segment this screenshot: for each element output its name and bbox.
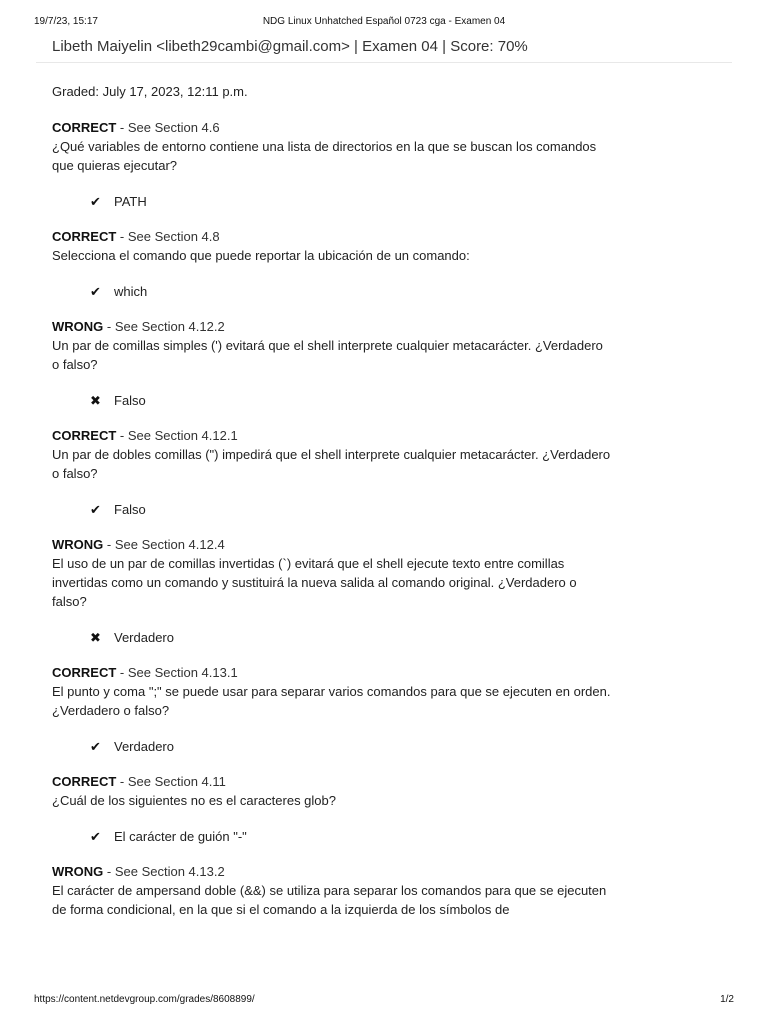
selected-answer — [90, 500, 612, 519]
check-icon: ✔ — [90, 829, 101, 844]
cross-icon: ✖ — [90, 393, 101, 408]
question-result — [52, 862, 612, 881]
exam-title-bar — [36, 36, 732, 63]
selected-answer — [90, 391, 612, 410]
selected-answer — [90, 737, 612, 756]
section-reference: - See Section 4.12.4 — [103, 537, 225, 552]
result-status: CORRECT — [52, 665, 117, 680]
exam-title: Libeth Maiyelin <libeth29cambi@gmail.com> | Examen 04 | Score: 70% — [52, 38, 528, 55]
result-status: CORRECT — [52, 229, 117, 244]
question-prompt: Selecciona el comando que puede reportar la ubicación de un comando: — [52, 248, 470, 263]
question-result — [52, 227, 612, 246]
question-item — [52, 426, 612, 519]
selected-answer — [90, 282, 612, 301]
question-prompt: ¿Cuál de los siguientes no es el caracteres glob? — [52, 793, 336, 808]
result-status: CORRECT — [52, 428, 117, 443]
selected-answer — [90, 628, 612, 647]
question-result — [52, 663, 612, 682]
print-footer — [34, 994, 734, 1008]
question-result — [52, 317, 612, 336]
result-status: WRONG — [52, 864, 104, 879]
print-date: 19/7/23, 15:17 — [34, 16, 98, 27]
question-prompt: El punto y coma ";" se puede usar para separar varios comandos para que se ejecuten en orden. ¿Verdadero o falso? — [52, 684, 611, 718]
cross-icon: ✖ — [90, 630, 101, 645]
result-status: WRONG — [52, 319, 104, 334]
section-reference: - See Section 4.6 — [116, 120, 220, 135]
section-reference: - See Section 4.12.1 — [116, 428, 238, 443]
question-result — [52, 426, 612, 445]
page-number: 1/2 — [720, 994, 734, 1005]
question-result — [52, 772, 612, 791]
graded-date: Graded: July 17, 2023, 12:11 p.m. — [52, 84, 248, 99]
result-status: WRONG — [52, 537, 104, 552]
selected-answer — [90, 827, 612, 846]
answer-text: Falso — [114, 393, 146, 408]
check-icon: ✔ — [90, 502, 101, 517]
question-item — [52, 118, 612, 211]
section-reference: - See Section 4.12.2 — [103, 319, 225, 334]
question-result — [52, 535, 612, 554]
answer-text: Falso — [114, 502, 146, 517]
section-reference: - See Section 4.13.2 — [103, 864, 225, 879]
page-url: https://content.netdevgroup.com/grades/8608899/ — [34, 994, 255, 1005]
question-item — [52, 317, 612, 410]
question-result — [52, 118, 612, 137]
exam-results — [52, 82, 612, 935]
result-status: CORRECT — [52, 120, 117, 135]
question-prompt: Un par de dobles comillas (") impedirá que el shell interprete cualquier metacarácter. ¿Verdadero o falso? — [52, 447, 611, 481]
section-reference: - See Section 4.8 — [116, 229, 220, 244]
question-item — [52, 772, 612, 846]
print-document-title: NDG Linux Unhatched Español 0723 cga - Examen 04 — [262, 16, 506, 27]
check-icon: ✔ — [90, 739, 101, 754]
check-icon: ✔ — [90, 194, 101, 209]
question-item — [52, 535, 612, 647]
question-prompt: El carácter de ampersand doble (&&) se utiliza para separar los comandos para que se ejecuten de forma condicional, en la que si el comando a la izquierda de los símbolos de — [52, 883, 607, 917]
question-item — [52, 227, 612, 301]
answer-text: El carácter de guión "-" — [114, 829, 247, 844]
result-status: CORRECT — [52, 774, 117, 789]
question-item — [52, 862, 612, 919]
print-header — [34, 16, 734, 30]
section-reference: - See Section 4.11 — [116, 774, 226, 789]
answer-text: Verdadero — [114, 630, 174, 645]
question-item — [52, 663, 612, 756]
question-prompt: Un par de comillas simples (') evitará que el shell interprete cualquier metacarácter. ¿Verdadero o falso? — [52, 338, 603, 372]
answer-text: PATH — [114, 194, 147, 209]
answer-text: which — [114, 284, 148, 299]
section-reference: - See Section 4.13.1 — [116, 665, 238, 680]
question-prompt: El uso de un par de comillas invertidas (`) evitará que el shell ejecute texto entre comillas invertidas como un comando y sustituirá la nueva salida al comando original. ¿Verdadero o falso? — [52, 556, 577, 609]
question-prompt: ¿Qué variables de entorno contiene una lista de directorios en la que se buscan los comandos que quieras ejecutar? — [52, 139, 597, 173]
selected-answer — [90, 192, 612, 211]
check-icon: ✔ — [90, 284, 101, 299]
answer-text: Verdadero — [114, 739, 174, 754]
